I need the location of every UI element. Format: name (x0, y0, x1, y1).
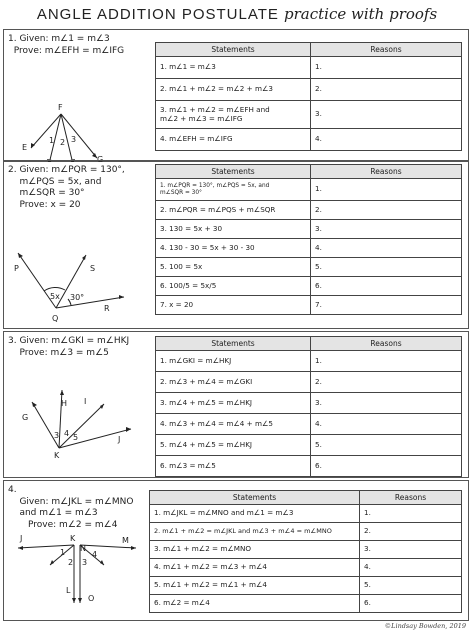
problem-2-given: 2. Given: m∠PQR = 130°, m∠PQS = 5x, and m∠SQR = 30° Prove: x = 20 (8, 165, 125, 210)
point-e-label: E (22, 143, 28, 152)
statement-cell: 1. m∠PQR = 130°, m∠PQS = 5x, and m∠SQR = 30° (156, 179, 311, 201)
point-s-label: S (90, 264, 96, 273)
reason-cell[interactable]: 4. (360, 559, 462, 577)
statement-cell: 2. m∠1 + m∠2 = m∠2 + m∠3 (156, 79, 311, 101)
proof-table-2 (155, 164, 462, 315)
reason-cell[interactable]: 7. (311, 296, 462, 315)
point-k-label: K (54, 451, 60, 460)
reason-cell[interactable]: 5. (311, 435, 462, 456)
statement-cell: 3. m∠4 + m∠5 = m∠HKJ (156, 393, 311, 414)
statement-cell: 4. m∠EFH = m∠IFG (156, 129, 311, 151)
angle-2-label: 2 (60, 138, 66, 147)
reason-cell[interactable]: 2. (360, 523, 462, 541)
angle-3-label: 3 (71, 135, 77, 144)
statement-cell: 4. m∠1 + m∠2 = m∠3 + m∠4 (150, 559, 360, 577)
proof-table-1 (155, 42, 462, 151)
problem-1 (3, 29, 469, 162)
point-g-label: G (22, 413, 29, 422)
angle-3-label: 3 (82, 558, 88, 567)
statement-cell: 5. m∠4 + m∠5 = m∠HKJ (156, 435, 311, 456)
angle-3-label: 3 (54, 431, 60, 440)
reason-cell[interactable]: 5. (360, 577, 462, 595)
angle-5x-label: 5x (50, 292, 60, 301)
reason-cell[interactable]: 4. (311, 239, 462, 258)
statement-cell: 3. 130 = 5x + 30 (156, 220, 311, 239)
statement-cell: 4. m∠3 + m∠4 = m∠4 + m∠5 (156, 414, 311, 435)
reason-cell[interactable]: 1. (311, 179, 462, 201)
reason-cell[interactable]: 5. (311, 258, 462, 277)
statements-header: Statements (156, 165, 311, 179)
point-n-label: N (80, 544, 86, 553)
statement-cell: 4. 130 - 30 = 5x + 30 - 30 (156, 239, 311, 258)
problem-3 (3, 331, 469, 478)
point-o-label: O (88, 594, 95, 603)
statement-cell: 2. m∠1 + m∠2 = m∠JKL and m∠3 + m∠4 = m∠MNO (150, 523, 360, 541)
page-title (0, 4, 474, 26)
point-h-label: H (61, 399, 68, 408)
problem-4 (3, 480, 469, 621)
copyright-footer: ©Lindsay Bowden, 2019 (384, 622, 466, 630)
reason-cell[interactable]: 2. (311, 79, 462, 101)
statement-cell: 2. m∠3 + m∠4 = m∠GKI (156, 372, 311, 393)
reason-cell[interactable]: 3. (311, 101, 462, 129)
statements-header: Statements (150, 491, 360, 505)
reason-cell[interactable]: 3. (311, 220, 462, 239)
statement-cell: 1. m∠GKI = m∠HKJ (156, 351, 311, 372)
statement-cell: 5. m∠1 + m∠2 = m∠1 + m∠4 (150, 577, 360, 595)
statement-cell: 1. m∠1 = m∠3 (156, 57, 311, 79)
statement-cell: 3. m∠1 + m∠2 = m∠EFH and m∠2 + m∠3 = m∠IFG (156, 101, 311, 129)
angle-1-label: 1 (49, 136, 55, 145)
statement-cell: 1. m∠JKL = m∠MNO and m∠1 = m∠3 (150, 505, 360, 523)
angle-1-label: 1 (60, 548, 66, 557)
reason-cell[interactable]: 6. (360, 595, 462, 613)
statement-cell: 5. 100 = 5x (156, 258, 311, 277)
problem-3-given: 3. Given: m∠GKI = m∠HKJ Prove: m∠3 = m∠5 (8, 336, 130, 358)
point-m-label: M (122, 536, 129, 545)
point-j-label: J (118, 435, 121, 444)
statement-cell: 7. x = 20 (156, 296, 311, 315)
problem-2 (3, 160, 469, 329)
statement-cell: 2. m∠PQR = m∠PQS + m∠SQR (156, 201, 311, 220)
point-g-label: G (97, 155, 104, 162)
reasons-header: Reasons (360, 491, 462, 505)
point-j-label: J (20, 534, 23, 543)
title-script: practice with proofs (284, 5, 438, 23)
reason-cell[interactable]: 2. (311, 372, 462, 393)
angle-2-label: 2 (68, 558, 74, 567)
problem-1-given: 1. Given: m∠1 = m∠3 Prove: m∠EFH = m∠IFG (8, 34, 125, 56)
point-r-label: R (104, 304, 110, 313)
problem-1-diagram (4, 52, 144, 162)
title-main: ANGLE ADDITION POSTULATE (36, 6, 279, 23)
angle-30-label: 30° (70, 293, 85, 302)
reason-cell[interactable]: 6. (311, 277, 462, 296)
problem-4-diagram (4, 531, 148, 621)
reason-cell[interactable]: 2. (311, 201, 462, 220)
angle-5-label: 5 (73, 433, 79, 442)
angle-4-label: 4 (64, 429, 70, 438)
problem-2-diagram (4, 237, 152, 327)
reason-cell[interactable]: 4. (311, 129, 462, 151)
proof-table-4 (149, 490, 462, 613)
reasons-header: Reasons (311, 337, 462, 351)
statement-cell: 6. m∠3 = m∠5 (156, 456, 311, 477)
reasons-header: Reasons (311, 165, 462, 179)
point-k-label: K (70, 534, 76, 543)
statements-header: Statements (156, 337, 311, 351)
reason-cell[interactable]: 1. (360, 505, 462, 523)
reason-cell[interactable]: 3. (311, 393, 462, 414)
proof-table-3 (155, 336, 462, 477)
reason-cell[interactable]: 1. (311, 351, 462, 372)
reason-cell[interactable]: 4. (311, 414, 462, 435)
statement-cell: 6. 100/5 = 5x/5 (156, 277, 311, 296)
problem-4-given: 4. Given: m∠JKL = m∠MNO and m∠1 = m∠3 Prove: m∠2 = m∠4 (8, 485, 134, 530)
reasons-header: Reasons (311, 43, 462, 57)
point-i-label: I (84, 397, 87, 406)
reason-cell[interactable]: 3. (360, 541, 462, 559)
reason-cell[interactable]: 6. (311, 456, 462, 477)
problem-3-diagram (4, 378, 152, 478)
point-l-label: L (66, 586, 71, 595)
statements-header: Statements (156, 43, 311, 57)
point-q-label: Q (52, 314, 59, 323)
point-f-label: F (58, 103, 63, 112)
statement-cell: 3. m∠1 + m∠2 = m∠MNO (150, 541, 360, 559)
angle-4-label: 4 (92, 550, 98, 559)
statement-cell: 6. m∠2 = m∠4 (150, 595, 360, 613)
reason-cell[interactable]: 1. (311, 57, 462, 79)
point-p-label: P (14, 264, 19, 273)
